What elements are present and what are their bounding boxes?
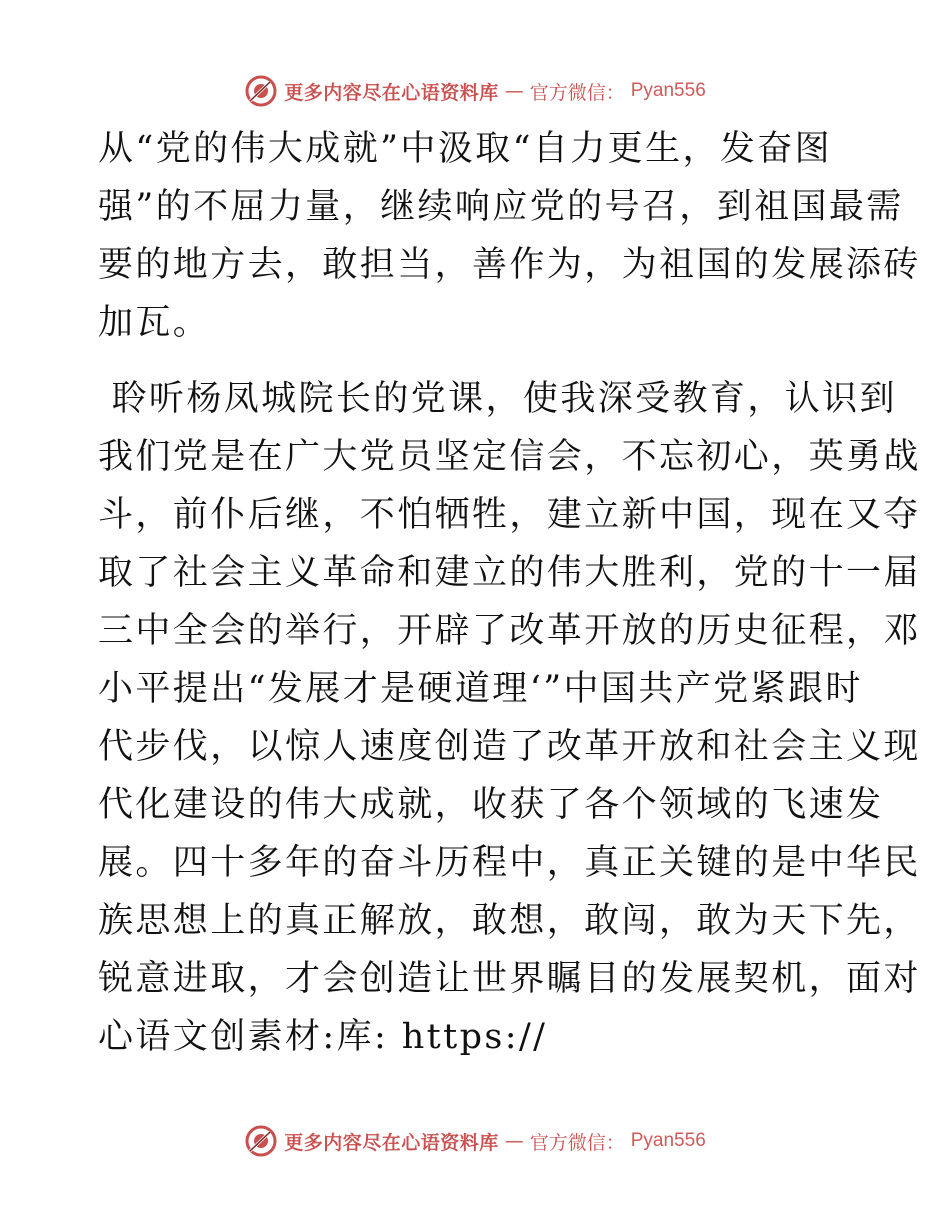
footer-watermark-banner [0, 1121, 950, 1161]
text-line: 代化建设的伟大成就，收获了各个领域的飞速发 [98, 785, 884, 825]
header-wechat-label: 官方微信： [529, 81, 625, 104]
text-line: 锐意进取，才会创造让世界瞩目的发展契机，面对 [98, 959, 921, 999]
text-line: 加瓦。 [98, 303, 211, 343]
header-separator: — [504, 80, 524, 102]
paragraph-1 [98, 120, 921, 352]
paragraph-2 [98, 370, 921, 1066]
brand-logo-icon [244, 74, 278, 108]
text-line: 聆听杨凤城院长的党课，使我深受教育，认识到 [98, 379, 897, 419]
header-watermark-banner [0, 71, 950, 111]
text-line: 族思想上的真正解放，敢想，敢闯，敢为天下先， [98, 901, 921, 941]
document-body [98, 120, 921, 1066]
text-line: 取了社会主义革命和建立的伟大胜利，党的十一届 [98, 553, 921, 593]
footer-wechat-id: Pyan556 [630, 1130, 706, 1151]
text-line: 要的地方去，敢担当，善作为，为祖国的发展添砖 [98, 245, 921, 285]
text-line: 小平提出“发展才是硬道理‘”中国共产党紧跟时 [98, 669, 863, 709]
text-line: 从“党的伟大成就”中汲取“自力更生，发奋图 [98, 129, 833, 169]
footer-separator: — [504, 1130, 524, 1152]
text-line: 代步伐，以惊人速度创造了改革开放和社会主义现 [98, 727, 921, 767]
text-line: 三中全会的举行，开辟了改革开放的历史征程，邓 [98, 611, 921, 651]
footer-wechat-label: 官方微信： [529, 1131, 625, 1154]
text-line: 心语文创素材:库: https:// [98, 1017, 548, 1057]
text-line: 展。四十多年的奋斗历程中，真正关键的是中华民 [98, 843, 921, 883]
text-line: 斗，前仆后继，不怕牺牲，建立新中国，现在又夺 [98, 495, 921, 535]
text-line: 强”的不屈力量，继续响应党的号召，到祖国最需 [98, 187, 904, 227]
brand-logo-icon [244, 1124, 278, 1158]
text-line: 我们党是在广大党员坚定信会，不忘初心，英勇战 [98, 437, 921, 477]
footer-brand-text: 更多内容尽在心语资料库 [284, 1131, 499, 1154]
header-brand-text: 更多内容尽在心语资料库 [284, 81, 499, 104]
header-wechat-id: Pyan556 [630, 80, 706, 101]
